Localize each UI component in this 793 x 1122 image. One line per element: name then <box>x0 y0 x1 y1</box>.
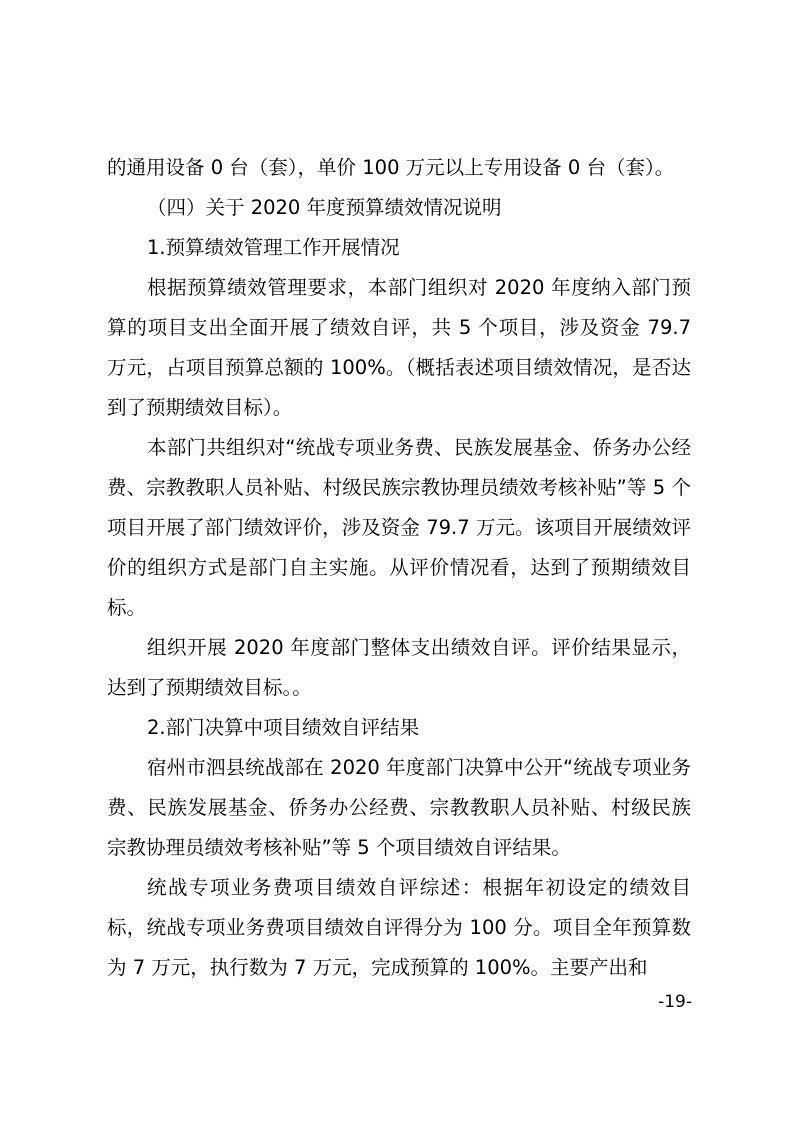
paragraph-performance-requirements: 根据预算绩效管理要求，本部门组织对 2020 年度纳入部门预算的项目支出全面开展了绩效自评，共 5 个项目，涉及资金 79.7 万元，占项目预算总额的 100%。（概括表述项目绩效情况，是否达到了预期绩效目标）。 <box>107 276 691 419</box>
paragraph-project-evaluation: 本部门共组织对“统战专项业务费、民族发展基金、侨务办公经费、宗教教职人员补贴、村级民族宗教协理员绩效考核补贴”等 5 个项目开展了部门绩效评价，涉及资金 79.7 万元。该项目开展绩效评价的组织方式是部门自主实施。从评价情况看，达到了预期绩效目标。 <box>107 436 691 619</box>
paragraph-final-accounts: 宿州市泗县统战部在 2020 年度部门决算中公开“统战专项业务费、民族发展基金、侨务办公经费、宗教教职人员补贴、村级民族宗教协理员绩效考核补贴”等 5 个项目绩效自评结果。 <box>107 756 691 859</box>
paragraph-business-fee-summary: 统战专项业务费项目绩效自评综述：根据年初设定的绩效目标，统战专项业务费项目绩效自评得分为 100 分。项目全年预算数为 7 万元，执行数为 7 万元，完成预算的 100%。主要产出和 <box>107 876 691 979</box>
section-heading: （四）关于 2020 年度预算绩效情况说明 <box>147 196 502 219</box>
paragraph-overall-evaluation: 组织开展 2020 年度部门整体支出绩效自评。评价结果显示，达到了预期绩效目标。。 <box>107 636 691 699</box>
subsection-heading: 1.预算绩效管理工作开展情况 <box>147 236 400 259</box>
document-body <box>107 148 691 988</box>
page-number: -19- <box>658 992 692 1012</box>
subsection-heading: 2.部门决算中项目绩效自评结果 <box>147 716 420 739</box>
paragraph-continuation: 的通用设备 0 台（套），单价 100 万元以上专用设备 0 台（套）。 <box>107 156 675 179</box>
